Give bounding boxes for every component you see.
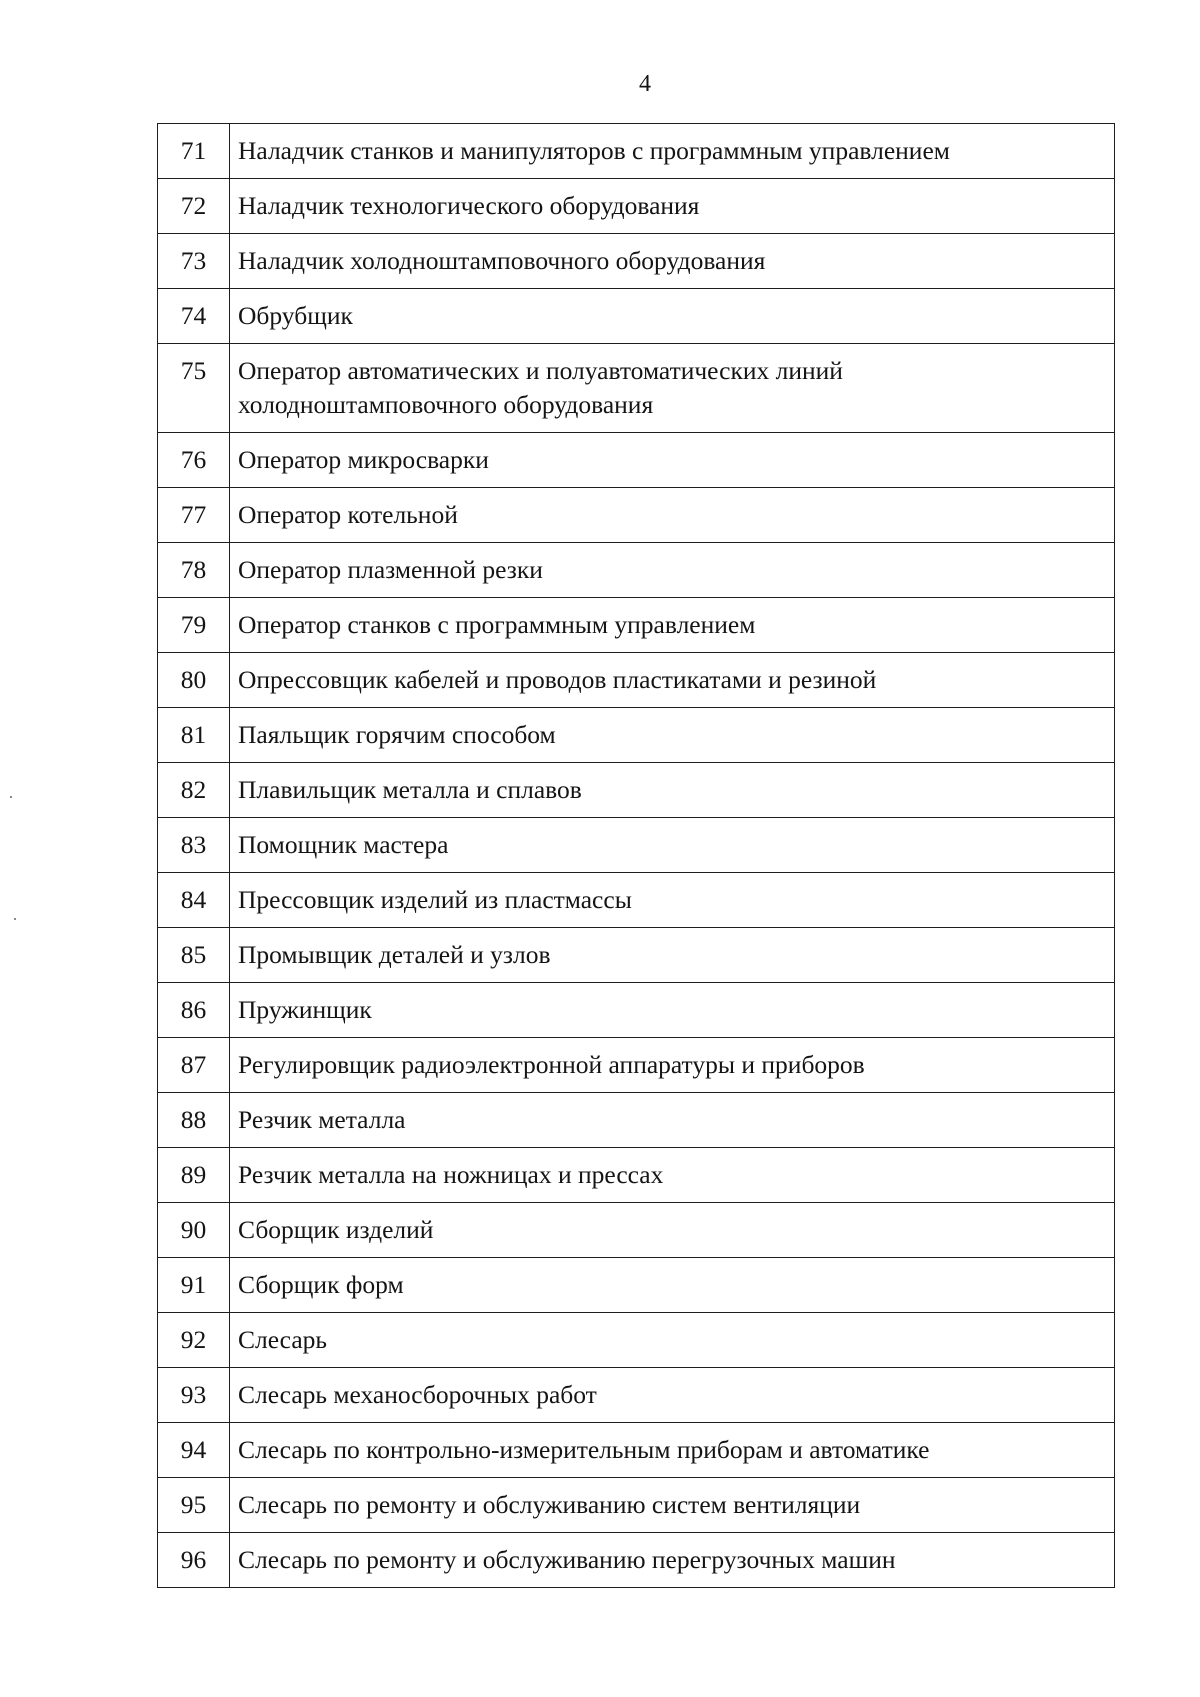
row-number: 94: [158, 1423, 230, 1478]
profession-name: Резчик металла на ножницах и прессах: [230, 1148, 1115, 1203]
row-number: 90: [158, 1203, 230, 1258]
table-row: [158, 1313, 1115, 1368]
row-number: 77: [158, 488, 230, 543]
scan-speck: [10, 796, 12, 798]
profession-name: Регулировщик радиоэлектронной аппаратуры и приборов: [230, 1038, 1115, 1093]
table-row: [158, 344, 1115, 433]
row-number: 83: [158, 818, 230, 873]
profession-name: Резчик металла: [230, 1093, 1115, 1148]
professions-table: [157, 123, 1115, 1588]
table-row: [158, 543, 1115, 598]
table-row: [158, 179, 1115, 234]
row-number: 96: [158, 1533, 230, 1588]
row-number: 72: [158, 179, 230, 234]
row-number: 91: [158, 1258, 230, 1313]
table-row: [158, 234, 1115, 289]
profession-name: Прессовщик изделий из пластмассы: [230, 873, 1115, 928]
profession-name: Слесарь по ремонту и обслуживанию перегрузочных машин: [230, 1533, 1115, 1588]
row-number: 81: [158, 708, 230, 763]
table-row: [158, 289, 1115, 344]
profession-name: Оператор плазменной резки: [230, 543, 1115, 598]
profession-name: Оператор станков с программным управлением: [230, 598, 1115, 653]
row-number: 88: [158, 1093, 230, 1148]
profession-name: Сборщик изделий: [230, 1203, 1115, 1258]
row-number: 95: [158, 1478, 230, 1533]
table-row: [158, 1478, 1115, 1533]
table-row: [158, 1533, 1115, 1588]
table-row: [158, 1093, 1115, 1148]
table-row: [158, 983, 1115, 1038]
table-row: [158, 488, 1115, 543]
profession-name: Промывщик деталей и узлов: [230, 928, 1115, 983]
table-row: [158, 1203, 1115, 1258]
profession-name: Наладчик холодноштамповочного оборудования: [230, 234, 1115, 289]
row-number: 71: [158, 124, 230, 179]
page-number: 4: [639, 71, 651, 97]
table-row: [158, 928, 1115, 983]
row-number: 73: [158, 234, 230, 289]
row-number: 86: [158, 983, 230, 1038]
row-number: 76: [158, 433, 230, 488]
row-number: 84: [158, 873, 230, 928]
table-row: [158, 1258, 1115, 1313]
profession-name: Слесарь по контрольно-измерительным приборам и автоматике: [230, 1423, 1115, 1478]
scan-speck: [14, 918, 16, 920]
row-number: 92: [158, 1313, 230, 1368]
table-row: [158, 818, 1115, 873]
table-row: [158, 1368, 1115, 1423]
table-row: [158, 124, 1115, 179]
table-row: [158, 1148, 1115, 1203]
profession-name: Пружинщик: [230, 983, 1115, 1038]
profession-name: Слесарь по ремонту и обслуживанию систем вентиляции: [230, 1478, 1115, 1533]
table-row: [158, 653, 1115, 708]
row-number: 87: [158, 1038, 230, 1093]
profession-name: Обрубщик: [230, 289, 1115, 344]
table-row: [158, 1423, 1115, 1478]
table-row: [158, 873, 1115, 928]
profession-name: Слесарь механосборочных работ: [230, 1368, 1115, 1423]
profession-name: Паяльщик горячим способом: [230, 708, 1115, 763]
table-row: [158, 1038, 1115, 1093]
row-number: 85: [158, 928, 230, 983]
profession-name: Оператор котельной: [230, 488, 1115, 543]
profession-name: Наладчик станков и манипуляторов с программным управлением: [230, 124, 1115, 179]
row-number: 75: [158, 344, 230, 433]
profession-name: Слесарь: [230, 1313, 1115, 1368]
table-row: [158, 708, 1115, 763]
row-number: 78: [158, 543, 230, 598]
table-row: [158, 598, 1115, 653]
row-number: 82: [158, 763, 230, 818]
profession-name: Плавильщик металла и сплавов: [230, 763, 1115, 818]
profession-name: Опрессовщик кабелей и проводов пластикатами и резиной: [230, 653, 1115, 708]
row-number: 89: [158, 1148, 230, 1203]
row-number: 80: [158, 653, 230, 708]
profession-name: Сборщик форм: [230, 1258, 1115, 1313]
profession-name: Наладчик технологического оборудования: [230, 179, 1115, 234]
profession-name: Помощник мастера: [230, 818, 1115, 873]
row-number: 79: [158, 598, 230, 653]
profession-name: Оператор автоматических и полуавтоматических линий холодноштамповочного оборудования: [230, 344, 1115, 433]
profession-name: Оператор микросварки: [230, 433, 1115, 488]
row-number: 74: [158, 289, 230, 344]
table-row: [158, 433, 1115, 488]
table-row: [158, 763, 1115, 818]
row-number: 93: [158, 1368, 230, 1423]
